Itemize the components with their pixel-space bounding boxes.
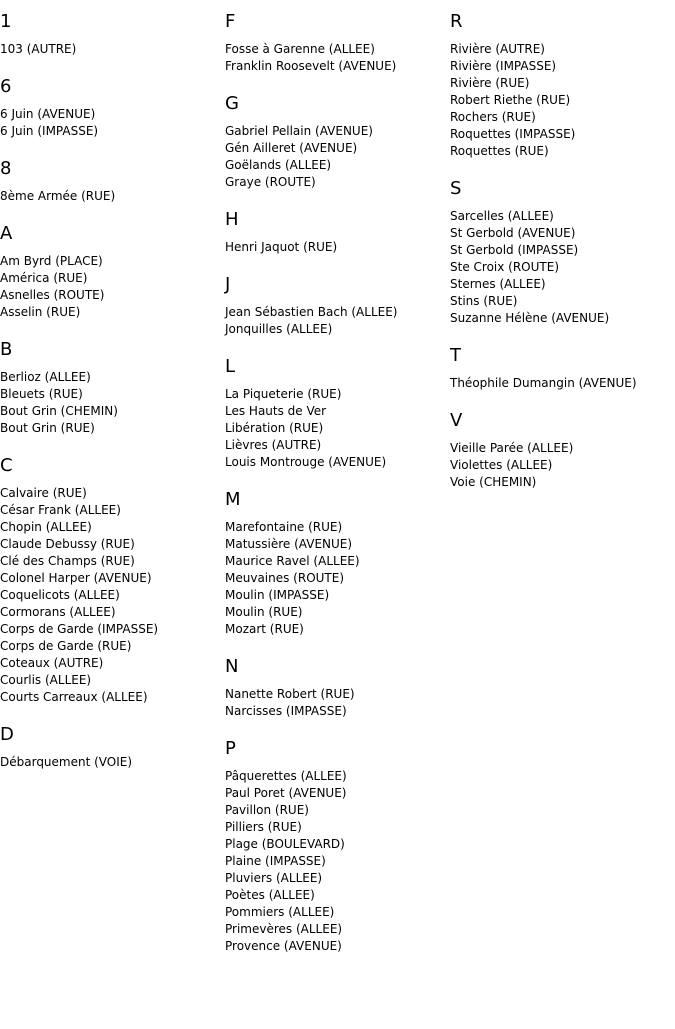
street-list-item xyxy=(0,106,225,123)
letter-group xyxy=(225,11,450,75)
street-link[interactable]: Violettes (ALLEE) xyxy=(450,458,553,472)
street-list-item xyxy=(225,239,450,256)
street-list xyxy=(0,41,225,58)
street-list-item xyxy=(225,553,450,570)
street-link[interactable]: Corps de Garde (RUE) xyxy=(0,639,132,653)
street-list-item xyxy=(225,836,450,853)
street-list-item xyxy=(450,440,675,457)
letter-heading: 1 xyxy=(0,11,12,32)
street-link[interactable]: Berlioz (ALLEE) xyxy=(0,370,91,384)
street-link[interactable]: Asnelles (ROUTE) xyxy=(0,288,105,302)
street-link[interactable]: Courlis (ALLEE) xyxy=(0,673,92,687)
street-link[interactable]: Claude Debussy (RUE) xyxy=(0,537,135,551)
street-list-item xyxy=(225,921,450,938)
street-list-item xyxy=(450,208,675,225)
street-link[interactable]: Cormorans (ALLEE) xyxy=(0,605,116,619)
letter-heading: C xyxy=(0,455,13,476)
letter-heading: A xyxy=(0,223,13,244)
street-list xyxy=(225,386,450,471)
street-list-item xyxy=(225,703,450,720)
street-list-item xyxy=(225,853,450,870)
street-link[interactable]: Maurice Ravel (ALLEE) xyxy=(225,554,360,568)
street-list xyxy=(0,106,225,140)
street-link[interactable]: Rivière (IMPASSE) xyxy=(450,59,557,73)
letter-heading: V xyxy=(450,410,463,431)
street-link[interactable]: Fosse à Garenne (ALLEE) xyxy=(225,42,375,56)
street-list-item xyxy=(450,75,675,92)
street-list-item xyxy=(0,604,225,621)
street-link[interactable]: Robert Riethe (RUE) xyxy=(450,93,571,107)
street-index-column-1 xyxy=(0,0,225,789)
street-list xyxy=(450,41,675,160)
street-list-item xyxy=(450,126,675,143)
street-list xyxy=(450,208,675,327)
street-link[interactable]: Am Byrd (PLACE) xyxy=(0,254,103,268)
street-list xyxy=(450,375,675,392)
street-list-item xyxy=(450,92,675,109)
street-list-item xyxy=(0,570,225,587)
street-list-item xyxy=(0,553,225,570)
street-list-item xyxy=(225,938,450,955)
street-link[interactable]: Calvaire (RUE) xyxy=(0,486,87,500)
letter-heading: 8 xyxy=(0,158,12,179)
letter-group xyxy=(225,489,450,638)
street-link[interactable]: Roquettes (IMPASSE) xyxy=(450,127,576,141)
street-link[interactable]: Jonquilles (ALLEE) xyxy=(225,322,333,336)
street-link[interactable]: 6 Juin (AVENUE) xyxy=(0,107,96,121)
letter-heading: D xyxy=(0,724,14,745)
street-list-item xyxy=(225,519,450,536)
street-list-item xyxy=(0,485,225,502)
street-link[interactable]: Libération (RUE) xyxy=(225,421,324,435)
letter-heading: M xyxy=(225,489,241,510)
street-list xyxy=(225,123,450,191)
letter-heading: R xyxy=(450,11,463,32)
letter-heading: S xyxy=(450,178,462,199)
street-link[interactable]: Pommiers (ALLEE) xyxy=(225,905,335,919)
street-link[interactable]: César Frank (ALLEE) xyxy=(0,503,121,517)
street-index-column-2 xyxy=(225,0,450,973)
street-list xyxy=(225,519,450,638)
street-list-item xyxy=(450,474,675,491)
street-link[interactable]: Marefontaine (RUE) xyxy=(225,520,343,534)
street-list xyxy=(450,440,675,491)
street-link[interactable]: Bout Grin (RUE) xyxy=(0,421,95,435)
street-list-item xyxy=(225,304,450,321)
street-list-item xyxy=(225,321,450,338)
letter-group xyxy=(0,223,225,321)
letter-group xyxy=(225,356,450,471)
street-link[interactable]: Suzanne Hélène (AVENUE) xyxy=(450,311,610,325)
street-list-item xyxy=(0,253,225,270)
street-link[interactable]: Sarcelles (ALLEE) xyxy=(450,209,554,223)
street-list-item xyxy=(0,41,225,58)
street-list-item xyxy=(225,403,450,420)
street-link[interactable]: Bleuets (RUE) xyxy=(0,387,83,401)
street-list xyxy=(225,686,450,720)
street-list-item xyxy=(0,519,225,536)
street-list-item xyxy=(450,41,675,58)
letter-heading: H xyxy=(225,209,239,230)
street-list-item xyxy=(450,58,675,75)
street-list-item xyxy=(450,310,675,327)
street-link[interactable]: Lièvres (AUTRE) xyxy=(225,438,322,452)
street-link[interactable]: Sternes (ALLEE) xyxy=(450,277,546,291)
street-link[interactable]: La Piqueterie (RUE) xyxy=(225,387,342,401)
letter-group xyxy=(225,738,450,955)
letter-group xyxy=(0,158,225,205)
street-link[interactable]: Goëlands (ALLEE) xyxy=(225,158,332,172)
letter-group xyxy=(225,209,450,256)
street-list-item xyxy=(225,454,450,471)
street-link[interactable]: Coteaux (AUTRE) xyxy=(0,656,104,670)
street-list-item xyxy=(225,536,450,553)
street-link[interactable]: Rivière (AUTRE) xyxy=(450,42,545,56)
street-list-item xyxy=(450,457,675,474)
street-list-item xyxy=(450,109,675,126)
street-list-item xyxy=(225,870,450,887)
street-list-item xyxy=(225,123,450,140)
street-link[interactable]: Mozart (RUE) xyxy=(225,622,304,636)
street-list-item xyxy=(225,58,450,75)
street-list-item xyxy=(450,276,675,293)
letter-group xyxy=(450,178,675,327)
street-list-item xyxy=(0,304,225,321)
letter-heading: 6 xyxy=(0,76,12,97)
street-link[interactable]: Rivière (RUE) xyxy=(450,76,530,90)
street-link[interactable]: Rochers (RUE) xyxy=(450,110,536,124)
street-list-item xyxy=(225,604,450,621)
street-list xyxy=(0,369,225,437)
street-list-item xyxy=(225,41,450,58)
street-link[interactable]: Voie (CHEMIN) xyxy=(450,475,537,489)
street-link[interactable]: Nanette Robert (RUE) xyxy=(225,687,355,701)
street-link[interactable]: Meuvaines (ROUTE) xyxy=(225,571,345,585)
street-list xyxy=(225,41,450,75)
letter-group xyxy=(0,455,225,706)
street-link[interactable]: Provence (AVENUE) xyxy=(225,939,342,953)
street-link[interactable]: Narcisses (IMPASSE) xyxy=(225,704,347,718)
street-link[interactable]: Les Hauts de Ver xyxy=(225,404,327,418)
street-list-item xyxy=(450,143,675,160)
street-list-item xyxy=(0,420,225,437)
street-list-item xyxy=(0,587,225,604)
letter-heading: J xyxy=(225,274,231,295)
street-link[interactable]: Plage (BOULEVARD) xyxy=(225,837,345,851)
street-list-item xyxy=(225,819,450,836)
street-list-item xyxy=(0,672,225,689)
street-link[interactable]: Asselin (RUE) xyxy=(0,305,81,319)
street-link[interactable]: América (RUE) xyxy=(0,271,88,285)
street-list-item xyxy=(225,386,450,403)
letter-group xyxy=(0,11,225,58)
street-link[interactable]: Roquettes (RUE) xyxy=(450,144,549,158)
street-link[interactable]: Courts Carreaux (ALLEE) xyxy=(0,690,148,704)
street-link[interactable]: Gabriel Pellain (AVENUE) xyxy=(225,124,373,138)
street-link[interactable]: Graye (ROUTE) xyxy=(225,175,316,189)
street-list-item xyxy=(0,188,225,205)
street-link[interactable]: Paul Poret (AVENUE) xyxy=(225,786,347,800)
street-list-item xyxy=(0,638,225,655)
street-link[interactable]: 8ème Armée (RUE) xyxy=(0,189,116,203)
street-link[interactable]: Chopin (ALLEE) xyxy=(0,520,92,534)
letter-group xyxy=(0,76,225,140)
street-list-item xyxy=(0,270,225,287)
street-link[interactable]: Théophile Dumangin (AVENUE) xyxy=(450,376,637,390)
street-list-item xyxy=(450,375,675,392)
street-list-item xyxy=(225,174,450,191)
street-link[interactable]: Stins (RUE) xyxy=(450,294,518,308)
street-list xyxy=(0,754,225,771)
street-link[interactable]: Plaine (IMPASSE) xyxy=(225,854,326,868)
street-list-item xyxy=(0,754,225,771)
street-list-item xyxy=(450,225,675,242)
street-link[interactable]: Louis Montrouge (AVENUE) xyxy=(225,455,387,469)
street-list-item xyxy=(225,157,450,174)
street-link[interactable]: Coquelicots (ALLEE) xyxy=(0,588,120,602)
street-link[interactable]: Ste Croix (ROUTE) xyxy=(450,260,560,274)
street-list-item xyxy=(0,403,225,420)
street-link[interactable]: Vieille Parée (ALLEE) xyxy=(450,441,574,455)
street-list-item xyxy=(225,437,450,454)
street-link[interactable]: Corps de Garde (IMPASSE) xyxy=(0,622,159,636)
letter-heading: B xyxy=(0,339,13,360)
street-list-item xyxy=(450,242,675,259)
letter-group xyxy=(225,93,450,191)
street-list-item xyxy=(225,686,450,703)
street-list xyxy=(225,304,450,338)
letter-group xyxy=(450,345,675,392)
street-link[interactable]: Pluviers (ALLEE) xyxy=(225,871,323,885)
letter-group xyxy=(0,339,225,437)
street-list-item xyxy=(225,621,450,638)
street-list-item xyxy=(0,287,225,304)
letter-heading: F xyxy=(225,11,236,32)
letter-group xyxy=(450,410,675,491)
street-link[interactable]: Pâquerettes (ALLEE) xyxy=(225,769,347,783)
letter-heading: T xyxy=(450,345,461,366)
street-list xyxy=(0,253,225,321)
street-list-item xyxy=(225,887,450,904)
letter-group xyxy=(225,274,450,338)
street-link[interactable]: Franklin Roosevelt (AVENUE) xyxy=(225,59,397,73)
street-list-item xyxy=(0,502,225,519)
street-link[interactable]: Henri Jaquot (RUE) xyxy=(225,240,338,254)
street-list xyxy=(0,485,225,706)
street-link[interactable]: St Gerbold (IMPASSE) xyxy=(450,243,579,257)
street-list-item xyxy=(225,802,450,819)
street-link[interactable]: Matussière (AVENUE) xyxy=(225,537,353,551)
street-link[interactable]: Jean Sébastien Bach (ALLEE) xyxy=(225,305,398,319)
letter-group xyxy=(0,724,225,771)
street-index-column-3 xyxy=(450,0,675,509)
street-list-item xyxy=(0,536,225,553)
street-list-item xyxy=(450,259,675,276)
street-list-item xyxy=(0,123,225,140)
street-link[interactable]: Clé des Champs (RUE) xyxy=(0,554,135,568)
street-link[interactable]: Moulin (RUE) xyxy=(225,605,303,619)
street-list-item xyxy=(225,570,450,587)
street-link[interactable]: St Gerbold (AVENUE) xyxy=(450,226,576,240)
street-list-item xyxy=(0,386,225,403)
street-link[interactable]: Débarquement (VOIE) xyxy=(0,755,133,769)
letter-group xyxy=(225,656,450,720)
street-list-item xyxy=(225,140,450,157)
street-list-item xyxy=(225,785,450,802)
street-list xyxy=(225,239,450,256)
street-list-item xyxy=(450,293,675,310)
street-list xyxy=(225,768,450,955)
street-link[interactable]: Gén Ailleret (AVENUE) xyxy=(225,141,358,155)
street-link[interactable]: 6 Juin (IMPASSE) xyxy=(0,124,99,138)
street-link[interactable]: Moulin (IMPASSE) xyxy=(225,588,330,602)
street-link[interactable]: Pilliers (RUE) xyxy=(225,820,302,834)
street-list-item xyxy=(225,587,450,604)
street-list xyxy=(0,188,225,205)
street-link[interactable]: Pavillon (RUE) xyxy=(225,803,309,817)
letter-heading: N xyxy=(225,656,239,677)
street-list-item xyxy=(0,621,225,638)
street-list-item xyxy=(0,689,225,706)
street-link[interactable]: Bout Grin (CHEMIN) xyxy=(0,404,118,418)
street-link[interactable]: Colonel Harper (AVENUE) xyxy=(0,571,152,585)
street-list-item xyxy=(225,768,450,785)
letter-heading: L xyxy=(225,356,236,377)
street-link[interactable]: Poètes (ALLEE) xyxy=(225,888,315,902)
street-list-item xyxy=(225,420,450,437)
street-list-item xyxy=(0,369,225,386)
letter-group xyxy=(450,11,675,160)
street-link[interactable]: Primevères (ALLEE) xyxy=(225,922,343,936)
street-link[interactable]: 103 (AUTRE) xyxy=(0,42,77,56)
letter-heading: G xyxy=(225,93,239,114)
street-list-item xyxy=(0,655,225,672)
letter-heading: P xyxy=(225,738,236,759)
street-list-item xyxy=(225,904,450,921)
